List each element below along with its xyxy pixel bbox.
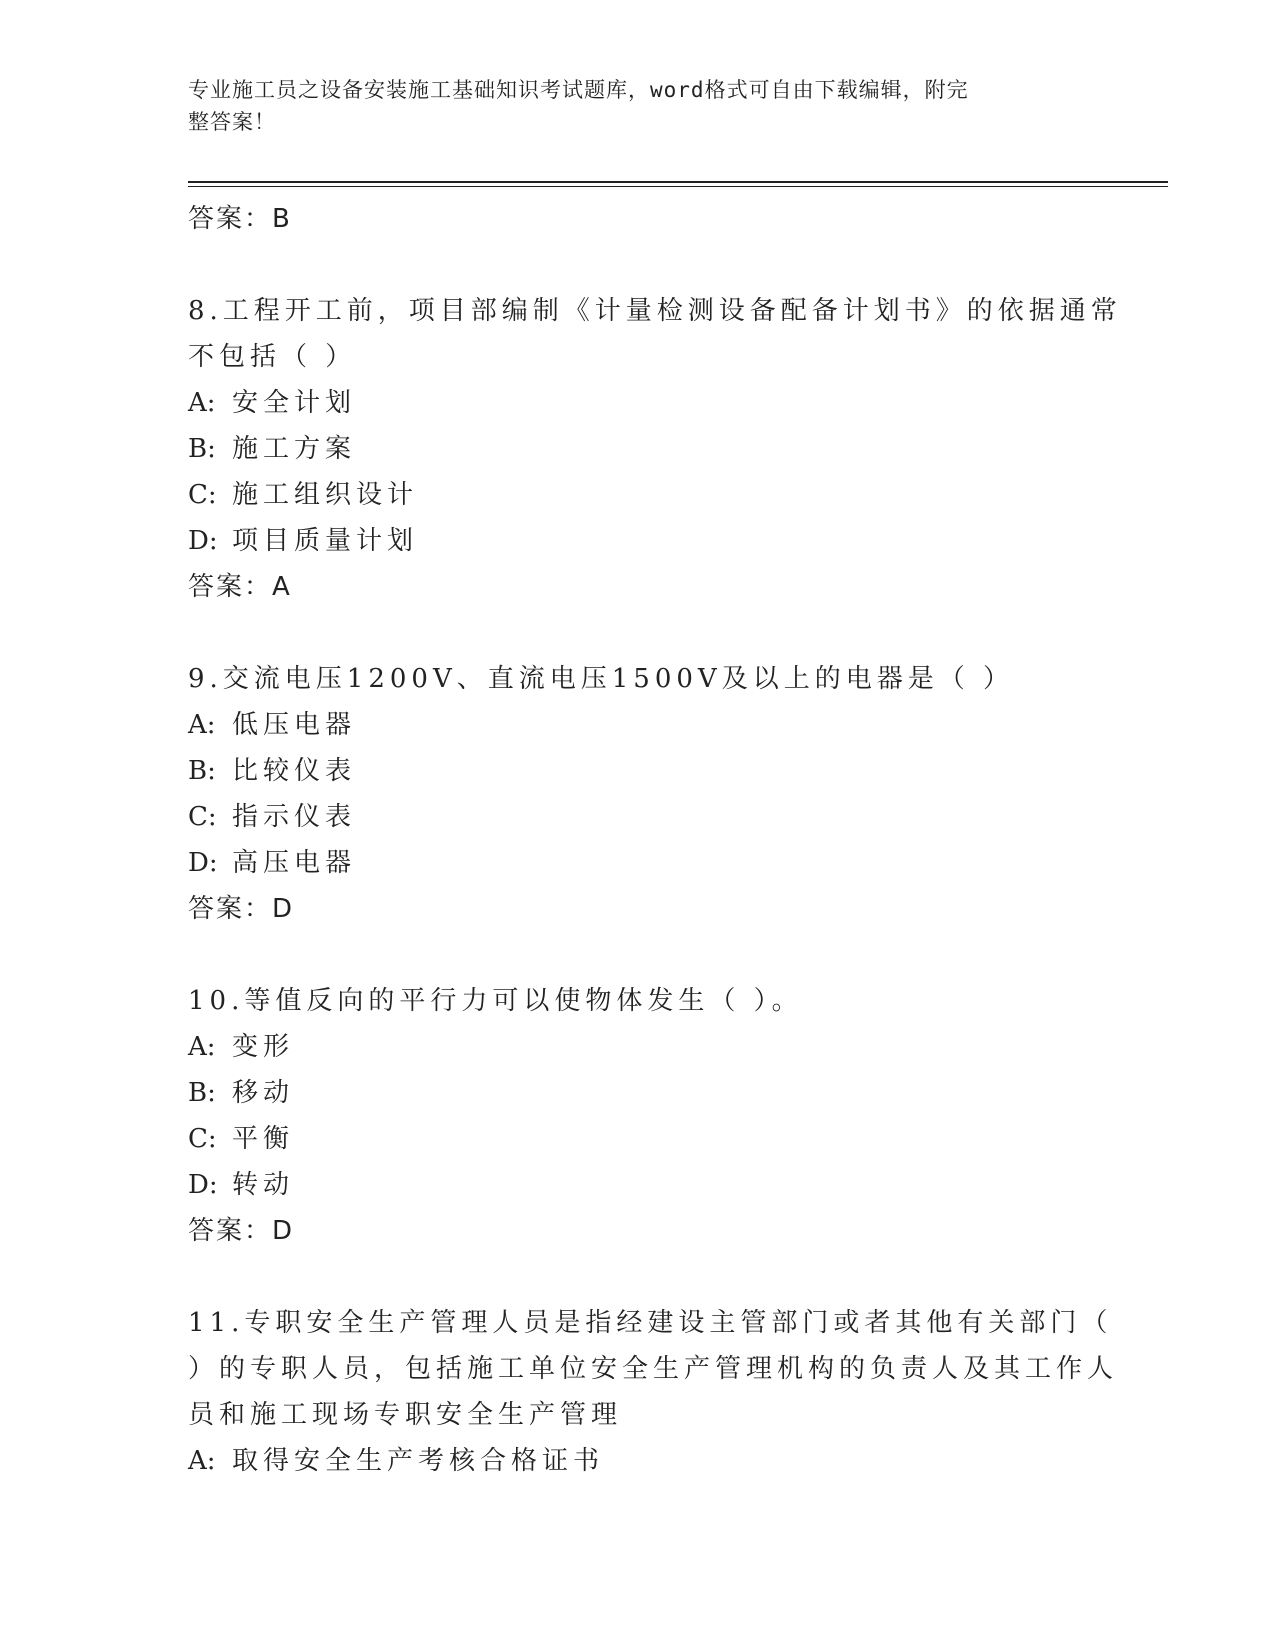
question-text: 不包括（ ）: [188, 342, 357, 372]
option-text: 项目质量计划: [232, 526, 419, 556]
option-item: [188, 748, 1068, 794]
option-label: D:: [188, 1170, 218, 1200]
option-label: C:: [188, 480, 217, 510]
option-item: [188, 518, 1068, 564]
option-text: 取得安全生产考核合格证书: [232, 1446, 605, 1476]
option-text: 安全计划: [232, 388, 357, 418]
option-label: B:: [188, 434, 216, 464]
option-label: A:: [188, 388, 216, 418]
option-label: A:: [188, 710, 216, 740]
option-label: A:: [188, 1032, 216, 1062]
question-block: [188, 288, 1122, 610]
option-item: [188, 1070, 1068, 1116]
header-line: 整答案！: [188, 110, 276, 134]
question-block: [188, 656, 1068, 932]
answer-line: 答案：D: [188, 1216, 295, 1246]
option-label: B:: [188, 1078, 216, 1108]
question-text: 9.交流电压1200V、直流电压1500V及以上的电器是（ ）: [188, 664, 1014, 694]
option-text: 转动: [232, 1170, 295, 1200]
question-text: 11.专职安全生产管理人员是指经建设主管部门或者其他有关部门（: [188, 1308, 1113, 1338]
document-header: [188, 74, 1068, 138]
option-text: 移动: [232, 1078, 295, 1108]
option-text: 比较仪表: [232, 756, 357, 786]
option-text: 平衡: [232, 1124, 295, 1154]
option-label: C:: [188, 1124, 217, 1154]
question-text: 员和施工现场专职安全生产管理: [188, 1400, 623, 1430]
option-item: [188, 1162, 1068, 1208]
answer-line: 答案：D: [188, 894, 295, 924]
option-item: [188, 794, 1068, 840]
answer-line: 答案：B: [188, 204, 292, 234]
option-text: 高压电器: [232, 848, 357, 878]
header-rule: [188, 181, 1168, 183]
option-label: C:: [188, 802, 217, 832]
option-item: [188, 702, 1068, 748]
option-text: 变形: [232, 1032, 295, 1062]
option-item: [188, 1438, 1068, 1484]
question-text: 8.工程开工前，项目部编制《计量检测设备配备计划书》的依据通常: [188, 296, 1122, 326]
header-rule-thin: [188, 186, 1168, 187]
question-text: 10.等值反向的平行力可以使物体发生（ ）。: [188, 986, 803, 1016]
question-list: [188, 196, 1122, 1484]
option-label: D:: [188, 848, 218, 878]
question-block: [188, 1300, 1119, 1484]
answer-line: 答案：A: [188, 572, 292, 602]
option-text: 施工方案: [232, 434, 357, 464]
option-text: 施工组织设计: [232, 480, 419, 510]
option-item: [188, 380, 1068, 426]
option-label: B:: [188, 756, 216, 786]
question-text: ）的专职人员，包括施工单位安全生产管理机构的负责人及其工作人: [188, 1354, 1119, 1384]
option-item: [188, 1024, 1068, 1070]
option-label: A:: [188, 1446, 216, 1476]
option-item: [188, 1116, 1068, 1162]
header-line: 专业施工员之设备安装施工基础知识考试题库，word格式可自由下载编辑，附完: [188, 78, 969, 102]
option-text: 低压电器: [232, 710, 357, 740]
option-label: D:: [188, 526, 218, 556]
option-item: [188, 426, 1068, 472]
question-block: [188, 978, 1068, 1254]
option-item: [188, 472, 1068, 518]
option-text: 指示仪表: [232, 802, 357, 832]
option-item: [188, 840, 1068, 886]
